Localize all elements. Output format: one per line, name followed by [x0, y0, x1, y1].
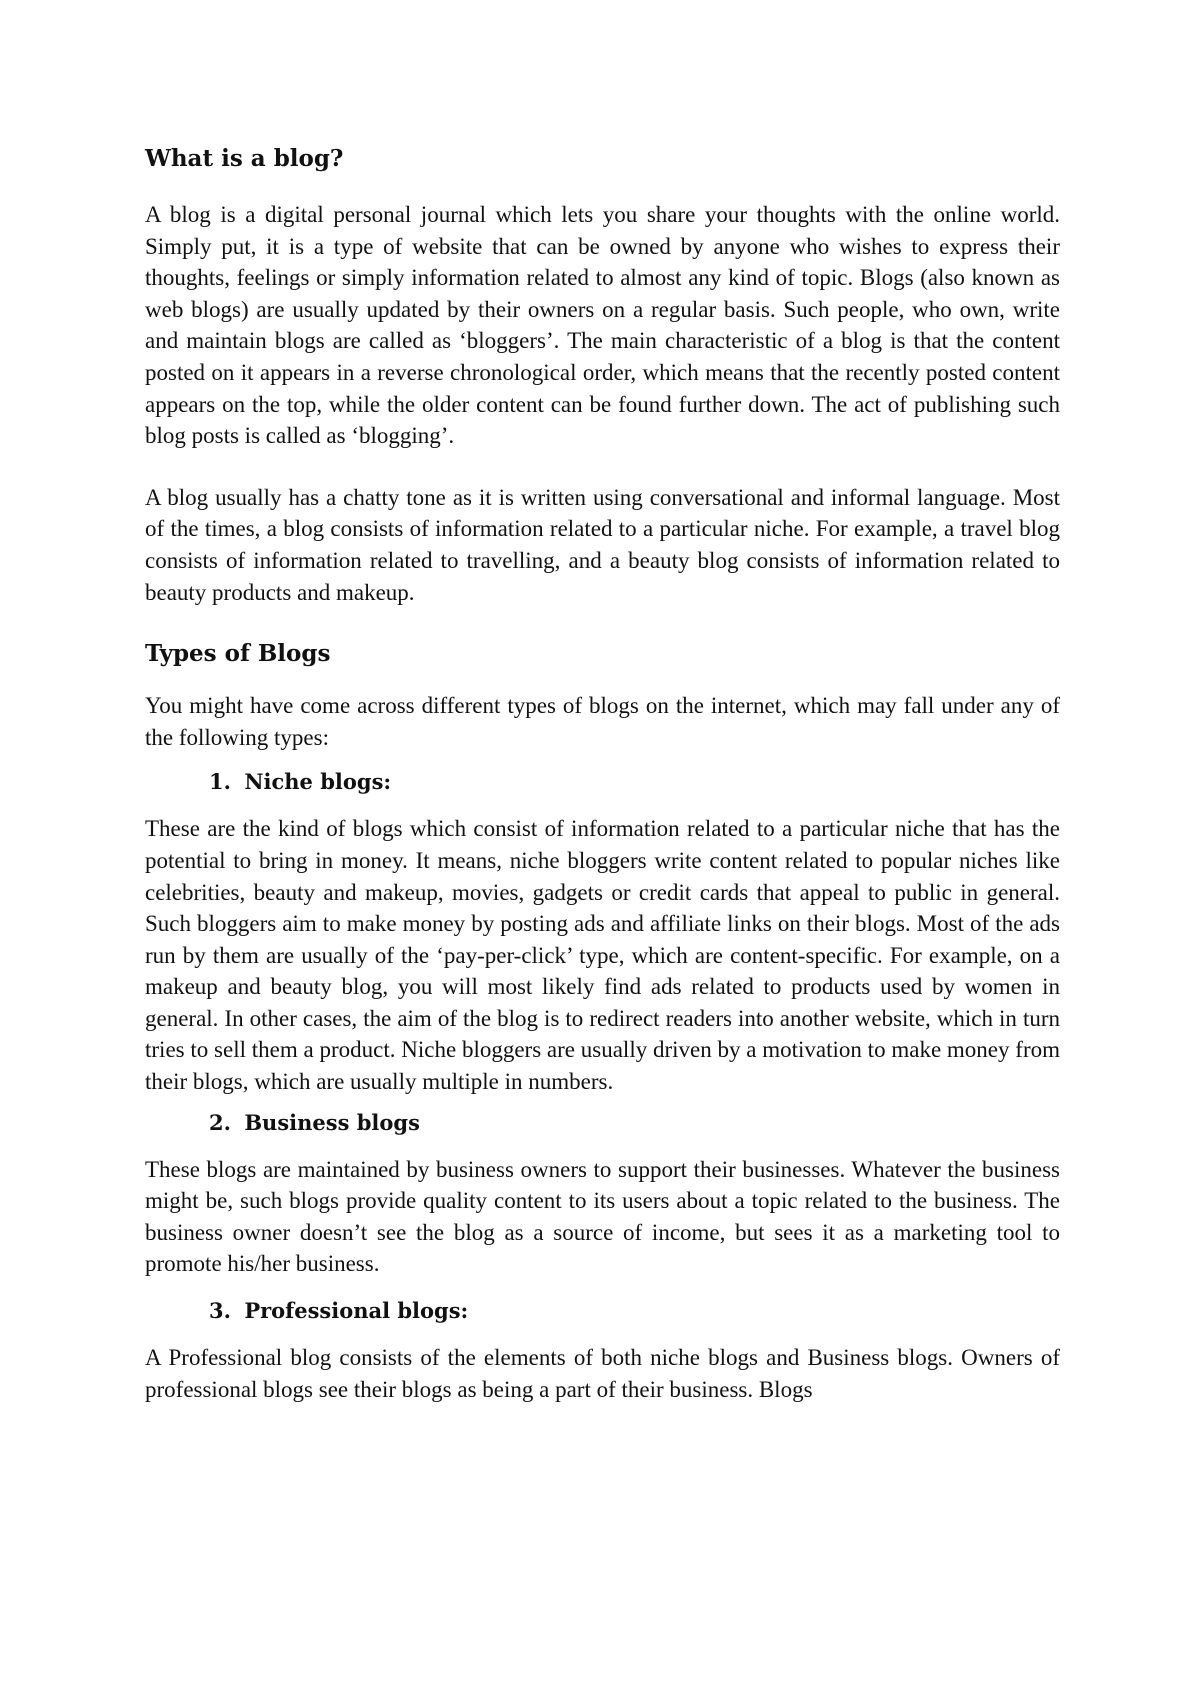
- paragraph-business-blogs: These blogs are maintained by business owners to support their businesses. Whatever the business might be, such blogs provide quality content to its users about a topic related to the business. The business owner doesn’t see the blog as a source of income, but sees it as a marketing tool to promote his/her business.: [145, 1156, 1060, 1277]
- heading-types-of-blogs: Types of Blogs: [145, 640, 331, 668]
- paragraph-blog-tone: A blog usually has a chatty tone as it is written using conversational and informal language. Most of the times, a blog consists of information related to a particular niche. For example, a travel blog consists of information related to travelling, and a beauty blog consists of information related to beauty products and makeup.: [145, 484, 1060, 605]
- list-number: 2.: [209, 1109, 231, 1135]
- document-page: [145, 143, 1060, 1405]
- heading-what-is-a-blog: What is a blog?: [145, 145, 344, 172]
- list-item-professional-blogs-title: [145, 1296, 1060, 1326]
- list-item-business-blogs-title: [145, 1108, 1060, 1138]
- paragraph-blog-definition: A blog is a digital personal journal which lets you share your thoughts with the online world. Simply put, it is a type of website that can be owned by anyone who wishes to express their thoughts, feelings or simply information related to almost any kind of topic. Blogs (also known as web blogs) are usually updated by their owners on a regular basis. Such people, who own, write and maintain blogs are called as ‘bloggers’. The main characteristic of a blog is that the content posted on it appears in a reverse chronological order, which means that the recently posted content appears on the top, while the older content can be found further down. The act of publishing such blog posts is called as ‘blogging’.: [145, 202, 1060, 449]
- list-number: 1.: [209, 769, 231, 795]
- list-title: Professional blogs:: [244, 1298, 469, 1324]
- paragraph-niche-blogs: These are the kind of blogs which consist of information related to a particular niche that has the potential to bring in money. It means, niche bloggers write content related to popular niches like celebrities, beauty and makeup, movies, gadgets or credit cards that appeal to public in general. Such bloggers aim to make money by posting ads and affiliate links on their blogs. Most of the ads run by them are usually of the ‘pay-per-click’ type, which are content-specific. For example, on a makeup and beauty blog, you will most likely find ads related to products used by women in general. In other cases, the aim of the blog is to redirect readers into another website, which in turn tries to sell them a product. Niche bloggers are usually driven by a motivation to make money from their blogs, which are usually multiple in numbers.: [145, 816, 1060, 1095]
- list-title: Business blogs: [244, 1109, 420, 1135]
- list-item-niche-blogs-title: [145, 767, 1060, 797]
- paragraph-professional-blogs: A Professional blog consists of the elements of both niche blogs and Business blogs. Owners of professional blogs see their blogs as being a part of their business. Blogs: [145, 1345, 1060, 1402]
- paragraph-types-intro: You might have come across different types of blogs on the internet, which may fall under any of the following types:: [145, 693, 1060, 750]
- list-number: 3.: [209, 1298, 231, 1324]
- list-title: Niche blogs:: [244, 769, 392, 795]
